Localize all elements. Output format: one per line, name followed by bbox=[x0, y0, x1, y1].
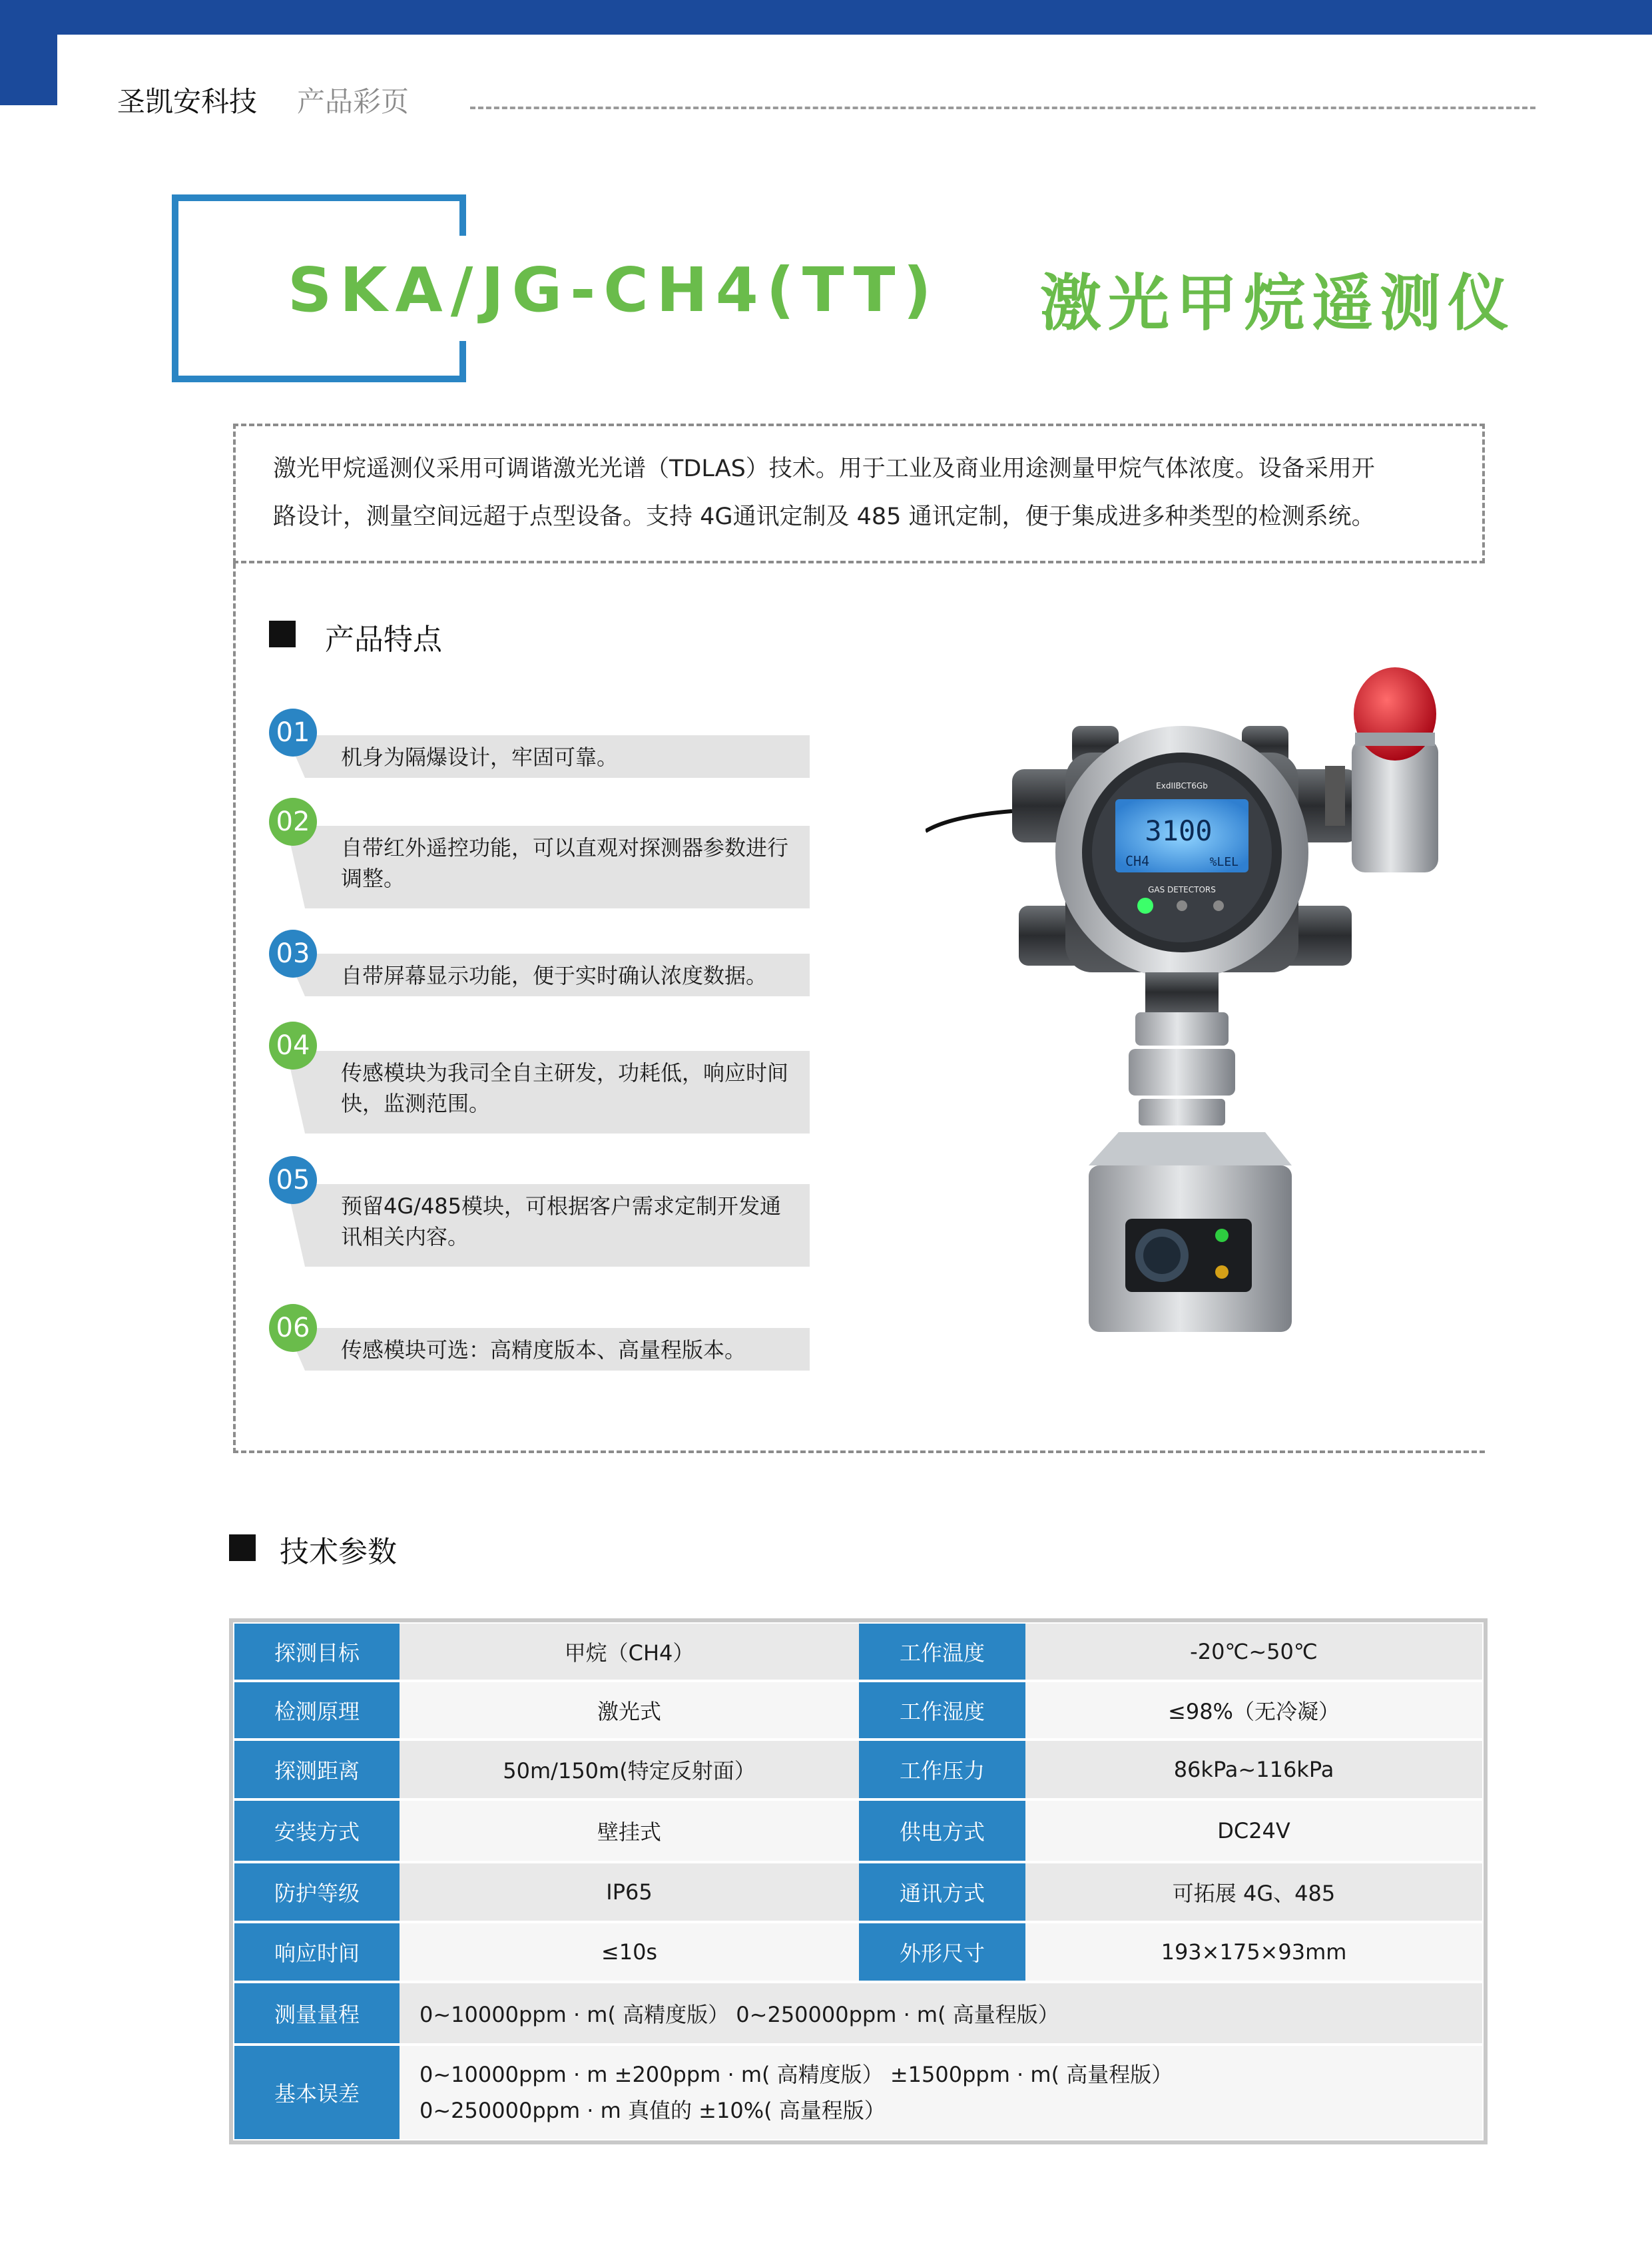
spec-value: IP65 bbox=[400, 1863, 859, 1921]
brand-name: 圣凯安科技 bbox=[117, 85, 258, 118]
spec-label: 响应时间 bbox=[234, 1923, 400, 1981]
model-number: SKA/JG-CH4(TT) bbox=[288, 254, 940, 326]
gas-detector-image bbox=[926, 659, 1458, 1359]
spec-value: 甲烷（CH4） bbox=[400, 1624, 859, 1680]
features-heading: 产品特点 bbox=[325, 623, 442, 657]
spec-label: 防护等级 bbox=[234, 1863, 400, 1921]
product-name: 激光甲烷遥测仪 bbox=[1040, 268, 1516, 339]
spec-value: 可拓展 4G、485 bbox=[1025, 1863, 1482, 1921]
spec-value: ≤98%（无冷凝） bbox=[1025, 1682, 1482, 1738]
feature-text: 自带红外遥控功能，可以直观对探测器参数进行调整。 bbox=[341, 835, 789, 891]
error-line: 0~250000ppm · m 真值的 ±10%( 高量程版） bbox=[419, 2098, 886, 2123]
spec-value: 壁挂式 bbox=[400, 1801, 859, 1861]
spec-value: 激光式 bbox=[400, 1682, 859, 1738]
display-reading: 3100 bbox=[1145, 814, 1213, 847]
spec-label: 外形尺寸 bbox=[859, 1923, 1025, 1981]
spec-value: 50m/150m(特定反射面） bbox=[400, 1741, 859, 1798]
spec-label: 安装方式 bbox=[234, 1801, 400, 1861]
feature-number: 04 bbox=[269, 1022, 317, 1070]
feature-number: 05 bbox=[269, 1156, 317, 1204]
brand-subtitle: 产品彩页 bbox=[297, 85, 410, 118]
spec-label: 测量量程 bbox=[234, 1983, 400, 2043]
spec-value: DC24V bbox=[1025, 1801, 1482, 1861]
spec-label: 工作湿度 bbox=[859, 1682, 1025, 1738]
feature-text: 自带屏幕显示功能，便于实时确认浓度数据。 bbox=[341, 963, 768, 988]
spec-label: 探测目标 bbox=[234, 1624, 400, 1680]
feature-text: 机身为隔爆设计，牢固可靠。 bbox=[341, 745, 619, 770]
spec-label: 工作压力 bbox=[859, 1741, 1025, 1798]
intro-line: 路设计，测量空间远超于点型设备。支持 4G通讯定制及 485 通讯定制，便于集成进多种类型的检测系统。 bbox=[273, 503, 1375, 530]
section-marker bbox=[229, 1534, 256, 1561]
intro-line: 激光甲烷遥测仪采用可调谐激光光谱（TDLAS）技术。用于工业及商业用途测量甲烷气体浓度。设备采用开 bbox=[273, 456, 1375, 482]
intro-text bbox=[273, 445, 1472, 541]
spec-value: 86kPa~116kPa bbox=[1025, 1741, 1482, 1798]
feature-number: 06 bbox=[269, 1304, 317, 1352]
display-unit: %LEL bbox=[1209, 855, 1239, 869]
corner-color-block bbox=[0, 0, 57, 105]
error-line: 0~10000ppm · m ±200ppm · m( 高精度版） ±1500ppm · m( 高量程版） bbox=[419, 2062, 1173, 2087]
spec-value-range: 0~10000ppm · m( 高精度版） 0~250000ppm · m( 高量程版） bbox=[400, 1983, 1482, 2043]
feature-text: 传感模块可选：高精度版本、高量程版本。 bbox=[341, 1337, 746, 1363]
spec-value: 193×175×93mm bbox=[1025, 1923, 1482, 1981]
feature-number: 02 bbox=[269, 798, 317, 846]
spec-value: ≤10s bbox=[400, 1923, 859, 1981]
feature-text: 预留4G/485模块，可根据客户需求定制开发通讯相关内容。 bbox=[341, 1193, 782, 1249]
spec-label: 工作温度 bbox=[859, 1624, 1025, 1680]
spec-value: -20℃~50℃ bbox=[1025, 1624, 1482, 1680]
spec-label: 探测距离 bbox=[234, 1741, 400, 1798]
title-frame-corner-bottom bbox=[459, 341, 466, 382]
feature-number: 01 bbox=[269, 709, 317, 757]
spec-label: 供电方式 bbox=[859, 1801, 1025, 1861]
feature-text: 传感模块为我司全自主研发，功耗低，响应时间快，监测范围。 bbox=[341, 1060, 789, 1116]
title-frame-corner-top bbox=[459, 194, 466, 236]
display-gas: CH4 bbox=[1125, 853, 1150, 869]
ex-mark: ExdIIBCT6Gb bbox=[1156, 781, 1208, 791]
spec-label: 基本误差 bbox=[234, 2046, 400, 2139]
spec-label: 通讯方式 bbox=[859, 1863, 1025, 1921]
header-divider bbox=[470, 107, 1535, 109]
device-label: GAS DETECTORS bbox=[1148, 885, 1216, 894]
spec-label: 检测原理 bbox=[234, 1682, 400, 1738]
spec-value-error bbox=[400, 2046, 1482, 2139]
top-color-bar bbox=[0, 0, 1652, 35]
section-marker bbox=[269, 621, 296, 647]
specs-heading: 技术参数 bbox=[280, 1535, 397, 1569]
feature-number: 03 bbox=[269, 930, 317, 978]
